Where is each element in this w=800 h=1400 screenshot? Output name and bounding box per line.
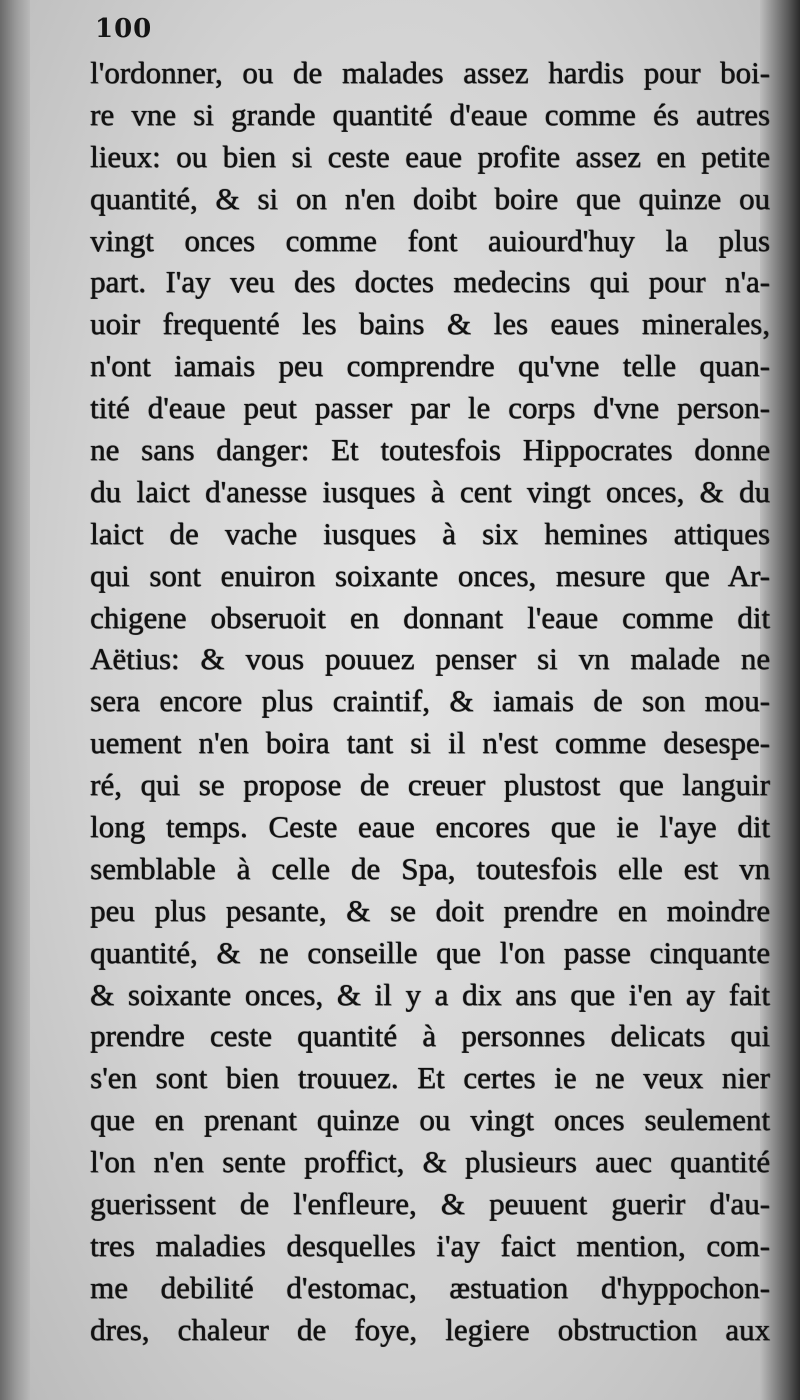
text-line: n'ont iamais peu comprendre qu'vne telle quan- [90, 348, 770, 384]
text-line: chigene obseruoit en donnant l'eaue comme dit [90, 599, 770, 635]
text-line: dres, chaleur de foye, legiere obstruction aux [90, 1311, 770, 1347]
text-line: part. I'ay veu des doctes medecins qui pour n'a- [90, 264, 770, 300]
body-text [90, 52, 770, 1351]
text-line: semblable à celle de Spa, toutesfois elle est vn [90, 850, 770, 886]
text-line: me debilité d'estomac, æstuation d'hyppochon- [90, 1269, 770, 1305]
text-line: prendre ceste quantité à personnes delicats qui [90, 1018, 770, 1054]
text-line: ne sans danger: Et toutesfois Hippocrates donne [90, 432, 770, 468]
text-line: tres maladies desquelles i'ay faict mention, com- [90, 1227, 770, 1263]
text-line: l'ordonner, ou de malades assez hardis pour boi- [90, 55, 770, 90]
text-line: quantité, & si on n'en doibt boire que quinze ou [90, 180, 770, 216]
text-line: re vne si grande quantité d'eaue comme és autres [90, 96, 770, 132]
text-line: vingt onces comme font auiourd'huy la plus [90, 222, 770, 258]
text-line: guerissent de l'enfleure, & peuuent guerir d'au- [90, 1186, 770, 1222]
page-number: 100 [95, 14, 153, 44]
text-line: long temps. Ceste eaue encores que ie l'aye dit [90, 809, 770, 845]
text-line: ré, qui se propose de creuer plustost que languir [90, 767, 770, 803]
text-line: du laict d'anesse iusques à cent vingt onces, & du [90, 473, 770, 509]
text-line: s'en sont bien trouuez. Et certes ie ne veux nier [90, 1060, 770, 1096]
text-line: uement n'en boira tant si il n'est comme desespe- [90, 725, 770, 761]
text-line: lieux: ou bien si ceste eaue profite assez en petite [90, 138, 770, 174]
text-line: sera encore plus craintif, & iamais de son mou- [90, 683, 770, 719]
text-line: & soixante onces, & il y a dix ans que i'en ay fait [90, 976, 770, 1012]
text-line: uoir frequenté les bains & les eaues minerales, [90, 306, 770, 342]
text-line: tité d'eaue peut passer par le corps d'vne person- [90, 390, 770, 426]
text-line: Aëtius: & vous pouuez penser si vn malade ne [90, 641, 770, 677]
text-line: que en prenant quinze ou vingt onces seulement [90, 1102, 770, 1138]
text-line: quantité, & ne conseille que l'on passe cinquante [90, 934, 770, 970]
text-line: laict de vache iusques à six hemines attiques [90, 515, 770, 551]
text-line: peu plus pesante, & se doit prendre en moindre [90, 892, 770, 928]
text-line: qui sont enuiron soixante onces, mesure que Ar- [90, 557, 770, 593]
text-line: l'on n'en sente proffict, & plusieurs auec quantité [90, 1144, 770, 1180]
